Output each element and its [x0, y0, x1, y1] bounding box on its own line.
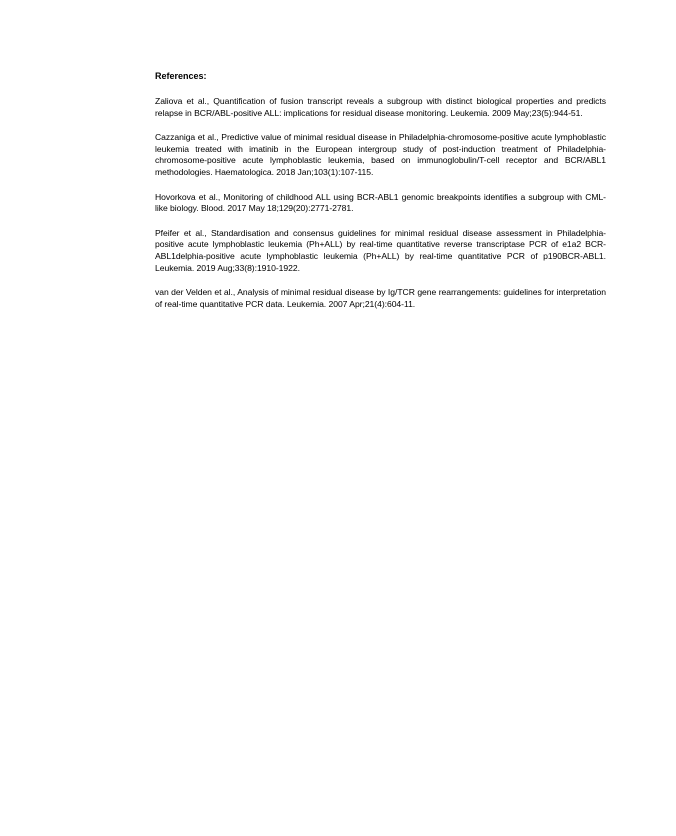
reference-item-2: Cazzaniga et al., Predictive value of minimal residual disease in Philadelphia-chromosome-positive acute lymphoblastic leukemia treated with imatinib in the European intergroup study of post-induction treatment of Philadelphia-chromosome-positive acute lymphoblastic leukemia, based on immunoglobulin/T-cell receptor and BCR/ABL1 methodologies. Haematologica. 2018 Jan;103(1):107-115. — [155, 132, 606, 177]
reference-item-3: Hovorkova et al., Monitoring of childhood ALL using BCR-ABL1 genomic breakpoints identifies a subgroup with CML-like biology. Blood. 2017 May 18;129(20):2771-2781. — [155, 191, 606, 214]
reference-item-1: Zaliova et al., Quantification of fusion transcript reveals a subgroup with distinct biological properties and predicts relapse in BCR/ABL-positive ALL: implications for residual disease monitoring. Leukemia. 2009 May;23(5):944-51. — [155, 96, 606, 118]
reference-item-4: Pfeifer et al., Standardisation and consensus guidelines for minimal residual disease assessment in Philadelphia-positive acute lymphoblastic leukemia (Ph+ALL) by real-time quantitative reverse transcriptase PCR of e1a2 BCR-ABL1delphia-positive acute lymphoblastic leukemia (Ph+ALL) by real-time quantitative PCR of p190BCR-ABL1. Leukemia. 2019 Aug;33(8):1910-1922. — [155, 227, 606, 273]
references-section — [155, 70, 606, 323]
references-heading: References: — [155, 71, 207, 81]
reference-item-5: van der Velden et al., Analysis of minimal residual disease by Ig/TCR gene rearrangements: guidelines for interpretation of real-time quantitative PCR data. Leukemia. 2007 Apr;21(4):604-11. — [155, 287, 606, 309]
